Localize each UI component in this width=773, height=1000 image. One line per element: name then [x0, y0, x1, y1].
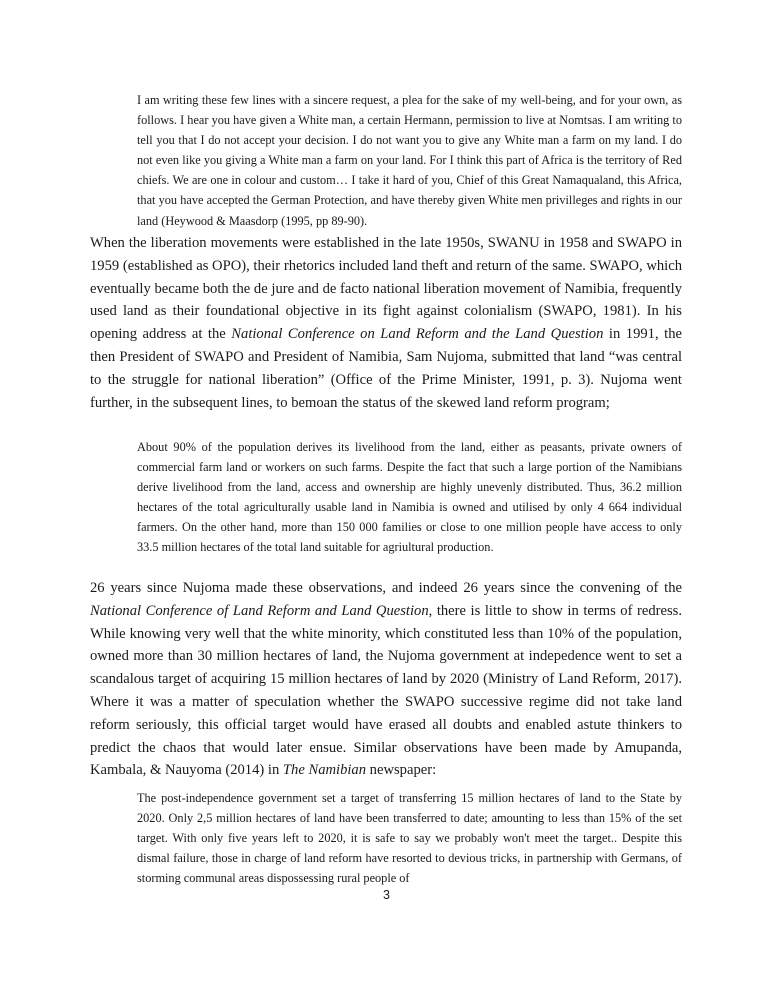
conference-title: National Conference of Land Reform and Land Question	[90, 602, 429, 619]
paragraph-text: newspaper:	[366, 762, 437, 779]
conference-title: National Conference on Land Reform and the Land Question	[231, 326, 604, 343]
paragraph-text: When the liberation movements were established in the late 1950s, SWANU in 1958 and SWAPO in 1959 (established as OPO), their rhetorics included land theft and return of the same. SWAPO, which eventually became both the de jure and de facto national liberation movement of Namibia, frequently used land as their foundational objective in its fight against colonialism (SWAPO, 1981). In his opening address at the	[90, 235, 682, 343]
newspaper-title: The Namibian	[282, 762, 367, 779]
block-quote-namibian	[137, 788, 682, 888]
block-quote-text: I am writing these few lines with a sincere request, a plea for the sake of my well-being, and for your own, as follows. I hear you have given a White man, a certain Hermann, permission to live at Nomtsas. I am writing to tell you that I do not accept your decision. I do not want you to give any White man a farm on my land. I do not even like you giving a White man a farm on your land. For I think this part of Africa is the territory of Red chiefs. We are one in colour and custom… I take it hard of you, Chief of this Great Namaqualand, this Africa, that you have accepted the German Protection, and have thereby given White men privilleges and rights in our land (Heywood & Maasdorp (1995, pp 89-90).	[137, 93, 682, 228]
paragraph-text: , there is little to show in terms of redress. While knowing very well that the white minority, which constituted less than 10% of the population, owned more than 30 million hectares of land, the Nujoma government at indepedence went to set a scandalous target of acquiring 15 million hectares of land by 2020 (Ministry of Land Reform, 2017). Where it was a matter of speculation whether the SWAPO successive regime did not take land reform seriously, this official target would have erased all doubts and enabled astute thinkers to predict the chaos that would later ensue. Similar observations have been made by Amupanda, Kambala, & Nauyoma (2014) in	[90, 602, 682, 779]
page-number: 3	[383, 888, 390, 902]
block-quote-text: About 90% of the population derives its livelihood from the land, either as peasants, private owners of commercial farm land or workers on such farms. Despite the fact that such a large portion of the Namibians derive livelihood from the land, access and ownership are highly unevenly distributed. Thus, 36.2 million hectares of the total agriculturally usable land in Namibia is owned and utilised by only 4 664 individual farmers. On the other hand, more than 150 000 families or close to one million people have access to only 33.5 million hectares of the total land suitable for agriultural production.	[137, 440, 682, 555]
block-quote-witbooi	[137, 90, 682, 231]
paragraph-text: in 1991, the then President of SWAPO and President of Namibia, Sam Nujoma, submitted that land “was central to the struggle for national liberation” (Office of the Prime Minister, 1991, p. 3). Nujoma went further, in the subsequent lines, to bemoan the status of the skewed land reform program;	[90, 326, 682, 411]
paragraph-text: 26 years since Nujoma made these observations, and indeed 26 years since the convening of the	[90, 580, 682, 596]
body-paragraph-redress	[90, 577, 682, 782]
body-paragraph-liberation	[90, 232, 682, 414]
block-quote-text: The post-independence government set a target of transferring 15 million hectares of land to the State by 2020. Only 2,5 million hectares of land have been transferred to date; amounting to less than 15% of the set target. With only five years left to 2020, it is safe to say we probably won't meet the target.. Despite this dismal failure, those in charge of land reform have resorted to devious tricks, in partnership with Germans, of storming communal areas dispossessing rural people of	[137, 791, 682, 886]
block-quote-nujoma	[137, 437, 682, 558]
